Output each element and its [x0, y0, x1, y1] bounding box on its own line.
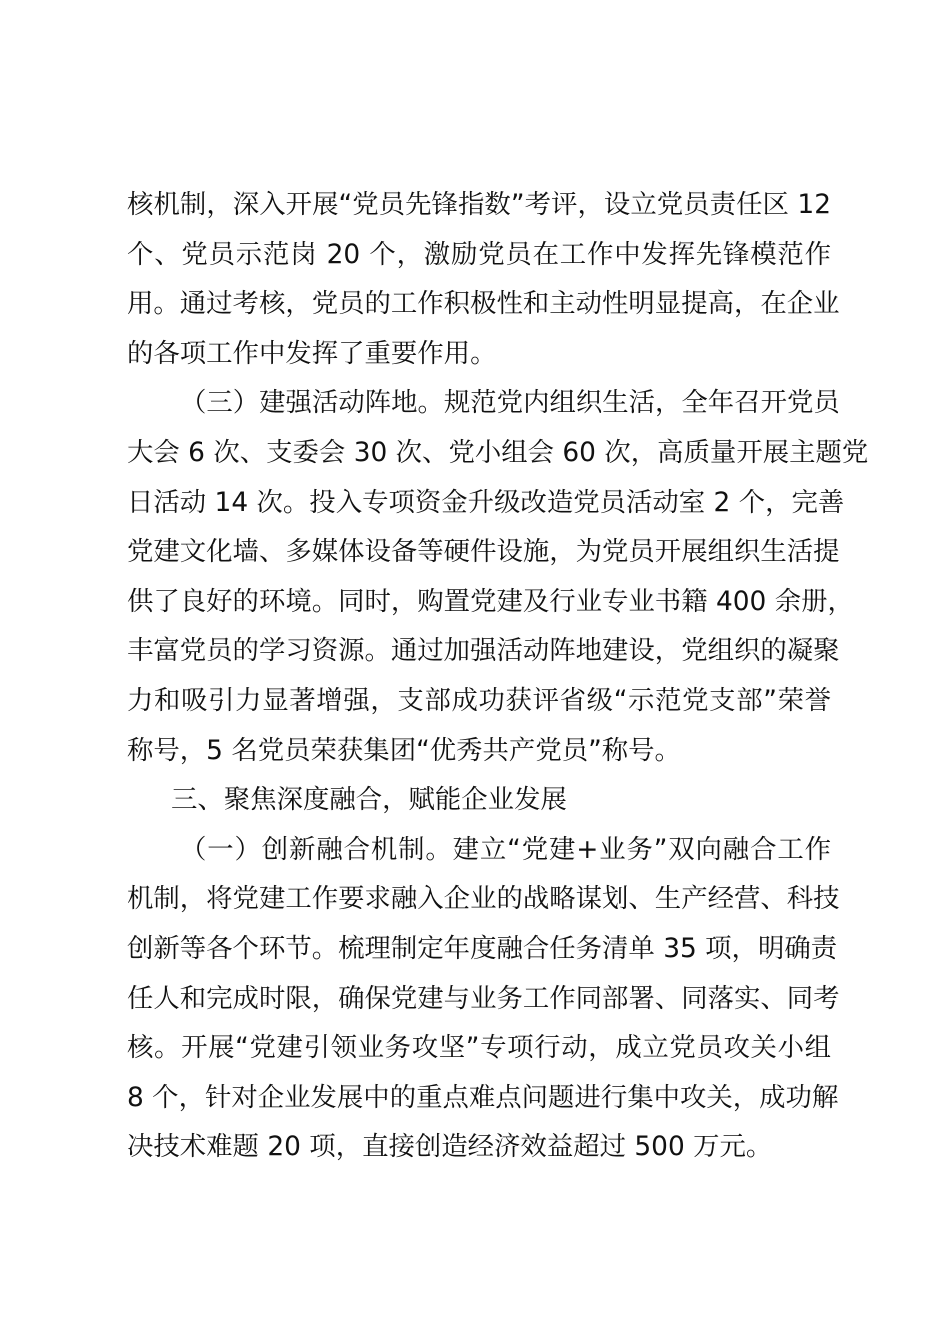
- text-line: 称号，5 名党员荣获集团“优秀共产党员”称号。: [127, 734, 681, 766]
- text-line: （一）创新融合机制。建立“党建+业务”双向融合工作: [180, 833, 831, 865]
- text-line: 核。开展“党建引领业务攻坚”专项行动，成立党员攻关小组: [127, 1032, 831, 1064]
- paragraph-integration-mechanism: [127, 825, 840, 1172]
- text-line: 大会 6 次、支委会 30 次、党小组会 60 次，高质量开展主题党: [127, 436, 869, 468]
- text-line: （三）建强活动阵地。规范党内组织生活，全年召开党员: [180, 387, 840, 419]
- paragraph-activity-base: [127, 378, 869, 775]
- text-line: 创新等各个环节。梳理制定年度融合任务清单 35 项，明确责: [127, 932, 838, 964]
- text-line: 8 个，针对企业发展中的重点难点问题进行集中攻关，成功解: [127, 1081, 839, 1113]
- text-line: 供了良好的环境。同时，购置党建及行业专业书籍 400 余册，: [127, 585, 854, 617]
- text-line: 丰富党员的学习资源。通过加强活动阵地建设，党组织的凝聚: [127, 635, 840, 667]
- text-line: 的各项工作中发挥了重要作用。: [127, 337, 497, 369]
- section-heading-three: [127, 775, 831, 825]
- text-line: 党建文化墙、多媒体设备等硬件设施，为党员开展组织生活提: [127, 536, 840, 568]
- text-line: 力和吸引力显著增强，支部成功获评省级“示范党支部”荣誉: [127, 684, 831, 716]
- document-page: [127, 180, 869, 1172]
- section-heading: 三、聚焦深度融合，赋能企业发展: [171, 784, 567, 816]
- text-line: 个、党员示范岗 20 个，激励党员在工作中发挥先锋模范作: [127, 238, 831, 270]
- text-line: 决技术难题 20 项，直接创造经济效益超过 500 万元。: [127, 1131, 773, 1163]
- text-line: 核机制，深入开展“党员先锋指数”考评，设立党员责任区 12: [127, 189, 831, 220]
- text-line: 用。通过考核，党员的工作积极性和主动性明显提高，在企业: [127, 288, 840, 320]
- text-line: 机制，将党建工作要求融入企业的战略谋划、生产经营、科技: [127, 883, 840, 915]
- paragraph-assessment-continued: [127, 180, 840, 378]
- text-line: 日活动 14 次。投入专项资金升级改造党员活动室 2 个，完善: [127, 486, 845, 518]
- text-line: 任人和完成时限，确保党建与业务工作同部署、同落实、同考: [127, 982, 840, 1014]
